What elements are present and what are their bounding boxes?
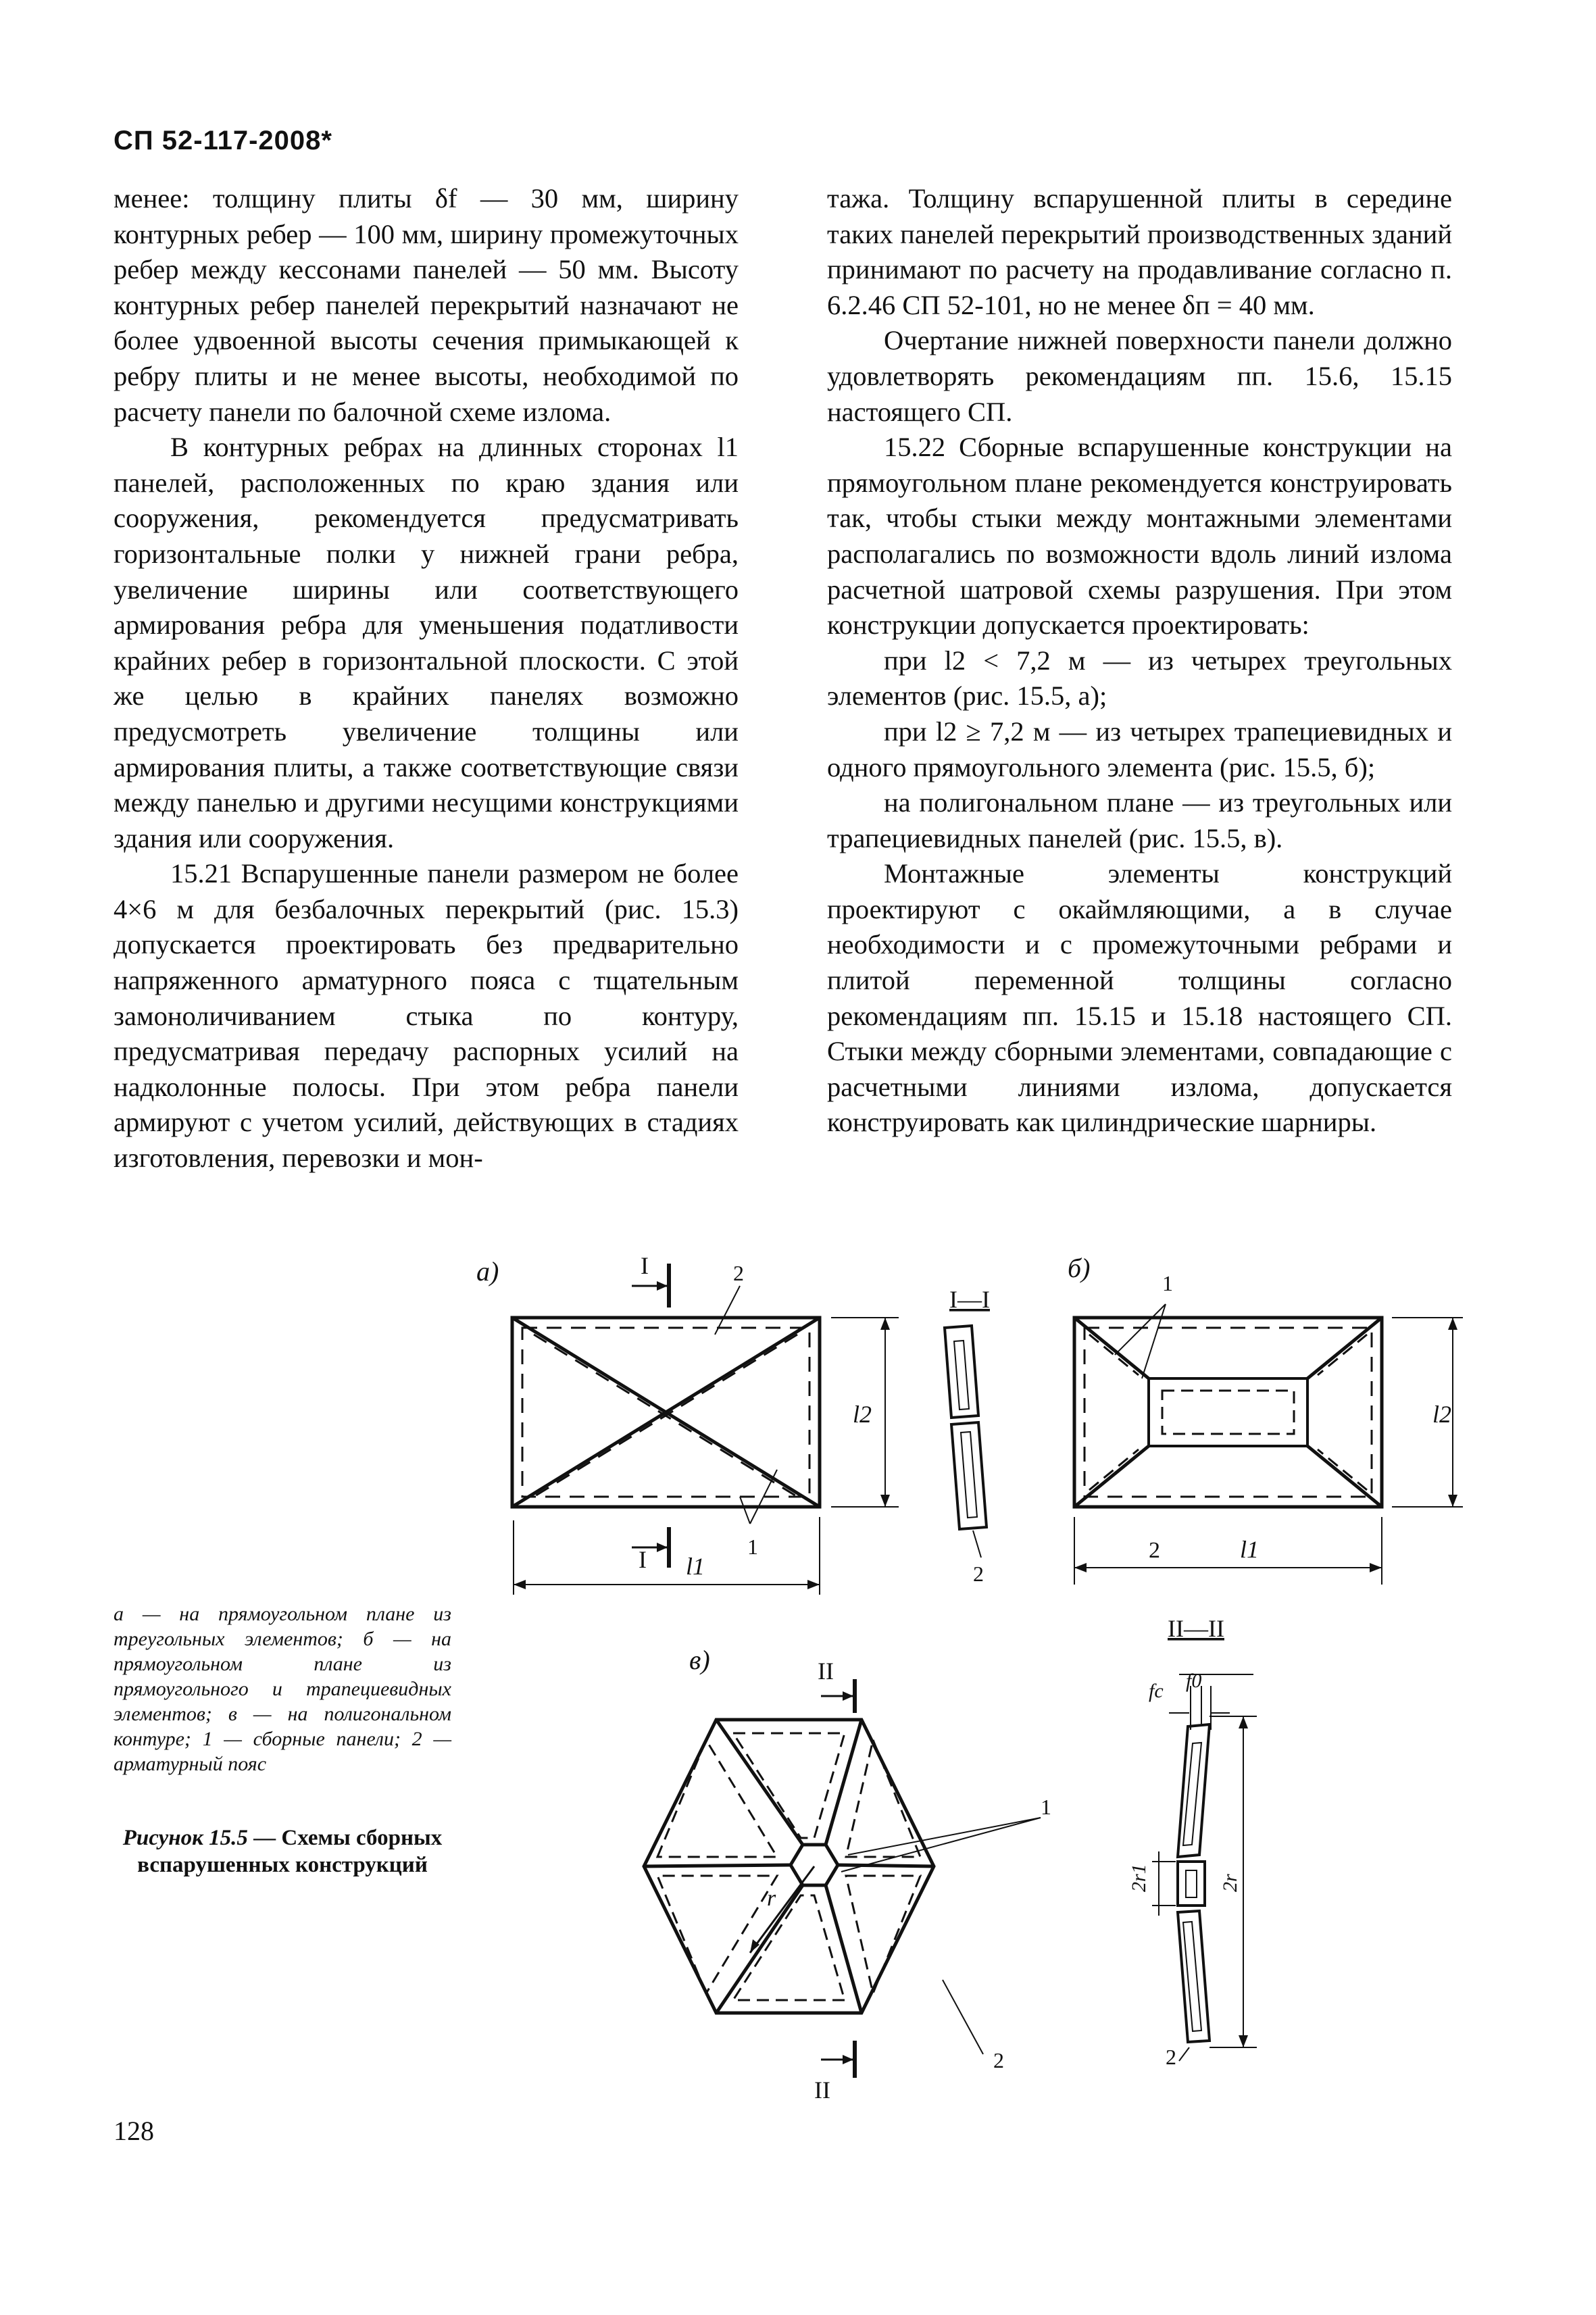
label-1-a: 1 xyxy=(747,1535,758,1559)
right-paragraph-6: на полигональном плане — из треугольных или трапециевидных панелей (рис. 15.5, в). xyxy=(827,787,1452,853)
label-2-v: 2 xyxy=(993,2048,1004,2072)
scheme-v xyxy=(623,1679,1041,2078)
label-b: б) xyxy=(1068,1253,1091,1283)
left-paragraph-1: менее: толщину плиты δf — 30 мм, ширину контурных ребер — 100 мм, ширину промежуточных ребер между кессонами панелей — 50 мм. Высоту контурных ребер панелей перекрытий назначают не более удвоенной высоты сечения примыкающей к ребру плиты и не менее высоты, необходимой по расчету панели по балочной схеме излома. xyxy=(114,183,739,427)
section-I-top: I xyxy=(641,1252,649,1279)
dim-l1-b: l1 xyxy=(1240,1536,1260,1563)
section-II-top: II xyxy=(818,1658,834,1685)
figure-caption-title xyxy=(114,1824,451,1878)
dim-l2-a: l2 xyxy=(853,1401,872,1428)
label-2-a: 2 xyxy=(733,1261,744,1285)
label-2r: 2r xyxy=(1219,1874,1241,1892)
scheme-a xyxy=(476,1256,899,1595)
left-paragraph-3: 15.21 Вспарушенные панели размером не более 4×6 м для безбалочных перекрытий (рис. 15.3) допускается проектировать без предварительно напряженного арматурного пояса с тщательным замоноличиванием стыка по контуру, предусматривая передачу распорных усилий на надколонные полосы. При этом ребра панели армируют с учетом усилий, действующих в стадиях изготовления, перевозки и мон- xyxy=(114,858,739,1174)
figure-caption-description: а — на прямоугольном плане из треугольных элементов; б — на прямоугольном плане из прямоугольного и трапециевидных элементов; в — на полигональном контуре; 1 — сборные панели; 2 — арматурный пояс xyxy=(114,1603,451,1775)
section-II-II-title: II—II xyxy=(1168,1615,1224,1642)
label-f0: f0 xyxy=(1186,1670,1202,1692)
left-paragraph-2: В контурных ребрах на длинных сторонах l1 панелей, расположенных по краю здания или сооружения, рекомендуется предусматривать горизонтальные полки у нижней грани ребра, увеличение ширины или соответствующего армирования ребра для уменьшения податливости крайних ребер в горизонтальной плоскости. С этой же целью в крайних панелях возможно предусмотреть увеличение толщины или армирования плиты, а также соответствующие связи между панелью и другими несущими конструкциями здания или сооружения. xyxy=(114,432,739,853)
label-2-section-I: 2 xyxy=(973,1562,984,1586)
section-II-bottom: II xyxy=(814,2076,830,2104)
figure-number: Рисунок 15.5 xyxy=(122,1826,248,1850)
page-number: 128 xyxy=(114,2116,154,2146)
section-I-I xyxy=(945,1326,987,1558)
dim-l1-a: l1 xyxy=(686,1553,705,1580)
label-2-section-II: 2 xyxy=(1166,2045,1176,2069)
dim-l2-b: l2 xyxy=(1432,1401,1452,1428)
section-II-II xyxy=(1152,1674,1257,2061)
section-I-I-title: I—I xyxy=(949,1286,990,1313)
label-2r1: 2r1 xyxy=(1128,1864,1150,1892)
label-1-b: 1 xyxy=(1162,1271,1173,1295)
label-a: а) xyxy=(476,1256,499,1287)
scheme-b xyxy=(1074,1304,1463,1585)
label-fc: fc xyxy=(1149,1680,1164,1702)
label-r: r xyxy=(767,1886,776,1911)
label-1-v: 1 xyxy=(1041,1795,1051,1819)
section-I-bottom: I xyxy=(639,1546,647,1573)
label-2-b: 2 xyxy=(1149,1538,1160,1563)
label-v: в) xyxy=(689,1645,710,1675)
right-paragraph-3: 15.22 Сборные вспарушенные конструкции на прямоугольном плане рекомендуется конструировать так, чтобы стыки между монтажными элементами располагались по возможности вдоль линий излома расчетной шатровой схемы разрушения. При этом конструкции допускается проектировать: xyxy=(827,432,1452,641)
right-paragraph-4: при l2 < 7,2 м — из четырех треугольных элементов (рис. 15.5, а); xyxy=(827,645,1452,712)
right-paragraph-1: тажа. Толщину вспарушенной плиты в середине таких панелей перекрытий производственных зданий принимают по расчету на продавливание согласно п. 6.2.46 СП 52-101, но не менее δп = 40 мм. xyxy=(827,183,1452,320)
document-code: СП 52-117-2008* xyxy=(114,126,332,155)
right-paragraph-5: при l2 ≥ 7,2 м — из четырех трапециевидных и одного прямоугольного элемента (рис. 15.5, б); xyxy=(827,716,1452,782)
right-paragraph-2: Очертание нижней поверхности панели должно удовлетворять рекомендациям пп. 15.6, 15.15 настоящего СП. xyxy=(827,325,1452,427)
figure-title-text: — Схемы сборных вспарушенных конструкций xyxy=(137,1826,443,1877)
right-paragraph-7: Монтажные элементы конструкций проектируют с окаймляющими, а в случае необходимости и с промежуточными ребрами и плитой переменной толщины согласно рекомендациям пп. 15.15 и 15.18 настоящего СП. Стыки между сборными элементами, совпадающие с расчетными линиями излома, допускается конструировать как цилиндрические шарниры. xyxy=(827,858,1452,1138)
